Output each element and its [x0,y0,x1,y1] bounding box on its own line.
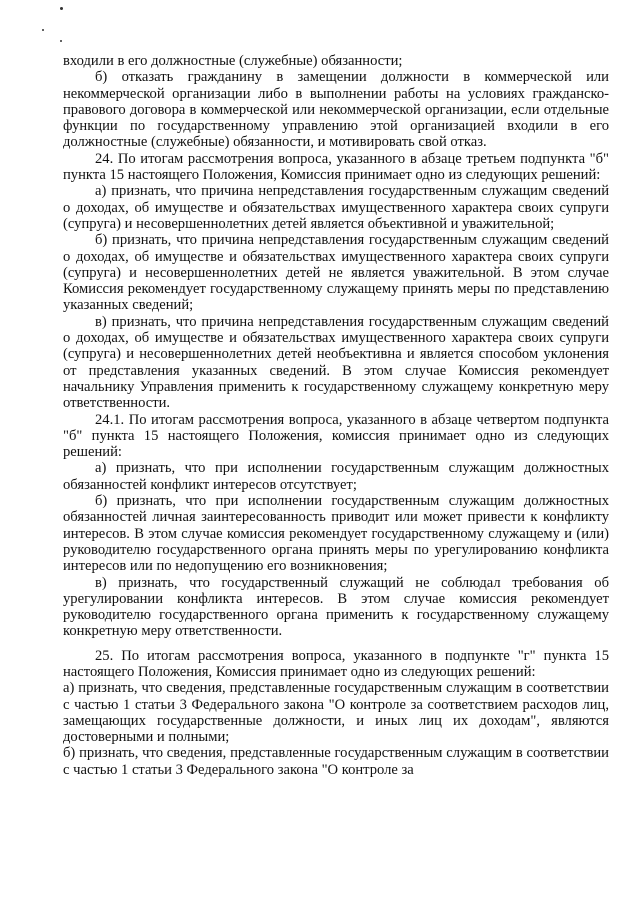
scan-speck [60,7,63,10]
paragraph: 24.1. По итогам рассмотрения вопроса, указанного в абзаце четвертом подпункта "б" пункта 15 настоящего Положения, комиссия принимает одно из следующих решений: [63,411,609,461]
paragraph: в) признать, что государственный служащий не соблюдал требования об урегулировании конфликта интересов. В этом случае комиссия рекомендует руководителю государственного органа применить к государственному служащему конкретную меру ответственности. [63,574,609,640]
paragraph: а) признать, что причина непредставления государственным служащим сведений о доходах, об имуществе и обязательствах имущественного характера своих супруги (супруга) и несовершеннолетних детей является объективной и уважительной; [63,183,609,232]
paragraph: б) признать, что сведения, представленные государственным служащим в соответствии с частью 1 статьи 3 Федерального закона "О контроле за [63,745,609,778]
paragraph: а) признать, что сведения, представленные государственным служащим в соответствии с частью 1 статьи 3 Федерального закона "О контроле за соответствием расходов лиц, замещающих государственные должности, и иных лиц их доходам", являются достоверными и полными; [63,680,609,746]
scan-speck [60,40,62,42]
paragraph: б) признать, что при исполнении государственным служащим должностных обязанностей личная заинтересованность приводит или может привести к конфликту интересов. В этом случае комиссия рекомендует государственному служащему и (или) руководителю государственного органа принять меры по урегулированию конфликта интересов или по недопущению его возникновения; [63,493,609,575]
paragraph: б) признать, что причина непредставления государственным служащим сведений о доходах, об имуществе и обязательствах имущественного характера своих супруги (супруга) и несовершеннолетних детей не является уважительной. В этом случае Комиссия рекомендует государственному служащему принять меры по представлению указанных сведений; [63,232,609,314]
paragraph: 24. По итогам рассмотрения вопроса, указанного в абзаце третьем подпункта "б" пункта 15 настоящего Положения, Комиссия принимает одно из следующих решений: [63,150,609,184]
paragraph: в) признать, что причина непредставления государственным служащим сведений о доходах, об имуществе и обязательствах имущественного характера своих супруги (супруга) и несовершеннолетних детей необъективна и является способом уклонения от представления указанных сведений. В этом случае Комиссия рекомендует начальнику Управления применить к государственному служащему конкретную меру ответственности. [63,313,609,412]
paragraph: 25. По итогам рассмотрения вопроса, указанного в подпункте "г" пункта 15 настоящего Положения, Комиссия принимает одно из следующих решений: [63,647,609,680]
document-text [63,53,609,778]
paragraph: входили в его должностные (служебные) обязанности; [63,53,403,69]
paragraph: а) признать, что при исполнении государственным служащим должностных обязанностей конфликт интересов отсутствует; [63,460,609,493]
scan-speck [42,29,44,31]
paragraph: б) отказать гражданину в замещении должности в коммерческой или некоммерческой организации либо в выполнении работы на условиях гражданско-правового договора в коммерческой или некоммерческой организации, если отдельные функции по государственному управлению этой организацией входили в его должностные (служебные) обязанности, и мотивировать свой отказ. [63,69,609,151]
